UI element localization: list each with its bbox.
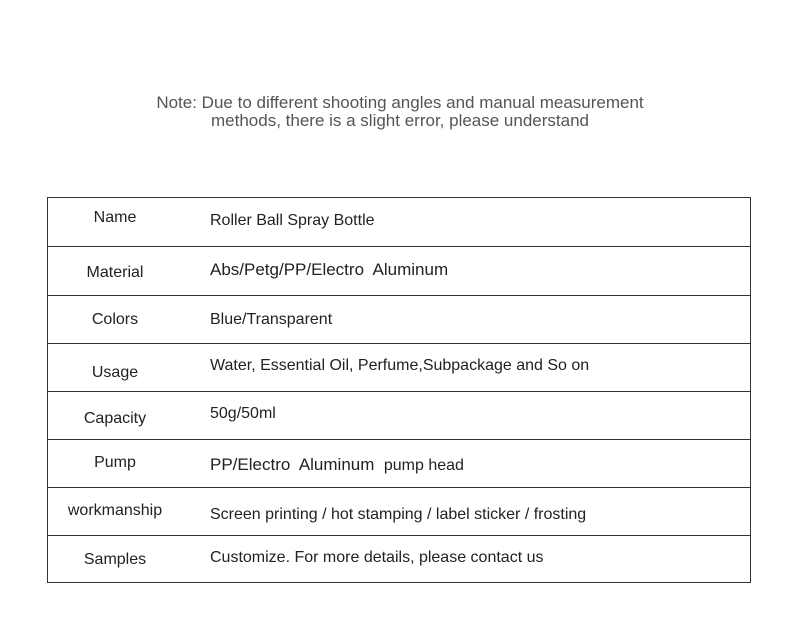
pump-material: PP/Electro Aluminum xyxy=(210,454,375,474)
spec-row-samples xyxy=(48,536,751,583)
spec-label: workmanship xyxy=(48,488,183,536)
spec-value: 50g/50ml xyxy=(182,392,751,440)
spec-row-name xyxy=(48,198,751,247)
spec-value xyxy=(182,440,751,488)
spec-value: Abs/Petg/PP/Electro Aluminum xyxy=(182,247,751,296)
pump-suffix: pump head xyxy=(383,456,464,474)
spec-label: Usage xyxy=(48,344,183,392)
spec-row-capacity xyxy=(48,392,751,440)
spec-row-usage xyxy=(48,344,751,392)
spec-value: Customize. For more details, please contact us xyxy=(182,536,751,583)
spec-row-workmanship xyxy=(48,488,751,536)
spec-label: Pump xyxy=(48,440,183,488)
spec-value: Blue/Transparent xyxy=(182,296,751,344)
spec-label: Name xyxy=(48,198,183,247)
spec-label: Material xyxy=(48,247,183,296)
spec-label: Capacity xyxy=(48,392,183,440)
spec-row-pump xyxy=(48,440,751,488)
measurement-note xyxy=(0,94,800,130)
spec-value: Water, Essential Oil, Perfume,Subpackage and So on xyxy=(182,344,751,392)
spec-value: Screen printing / hot stamping / label sticker / frosting xyxy=(182,488,751,536)
spec-row-material xyxy=(48,247,751,296)
spec-row-colors xyxy=(48,296,751,344)
spec-label: Samples xyxy=(48,536,183,583)
product-spec-table xyxy=(47,197,751,583)
note-line-1: Note: Due to different shooting angles and manual measurement xyxy=(156,93,644,112)
spec-value: Roller Ball Spray Bottle xyxy=(182,198,751,247)
note-line-2: methods, there is a slight error, please understand xyxy=(211,111,589,130)
spec-label: Colors xyxy=(48,296,183,344)
